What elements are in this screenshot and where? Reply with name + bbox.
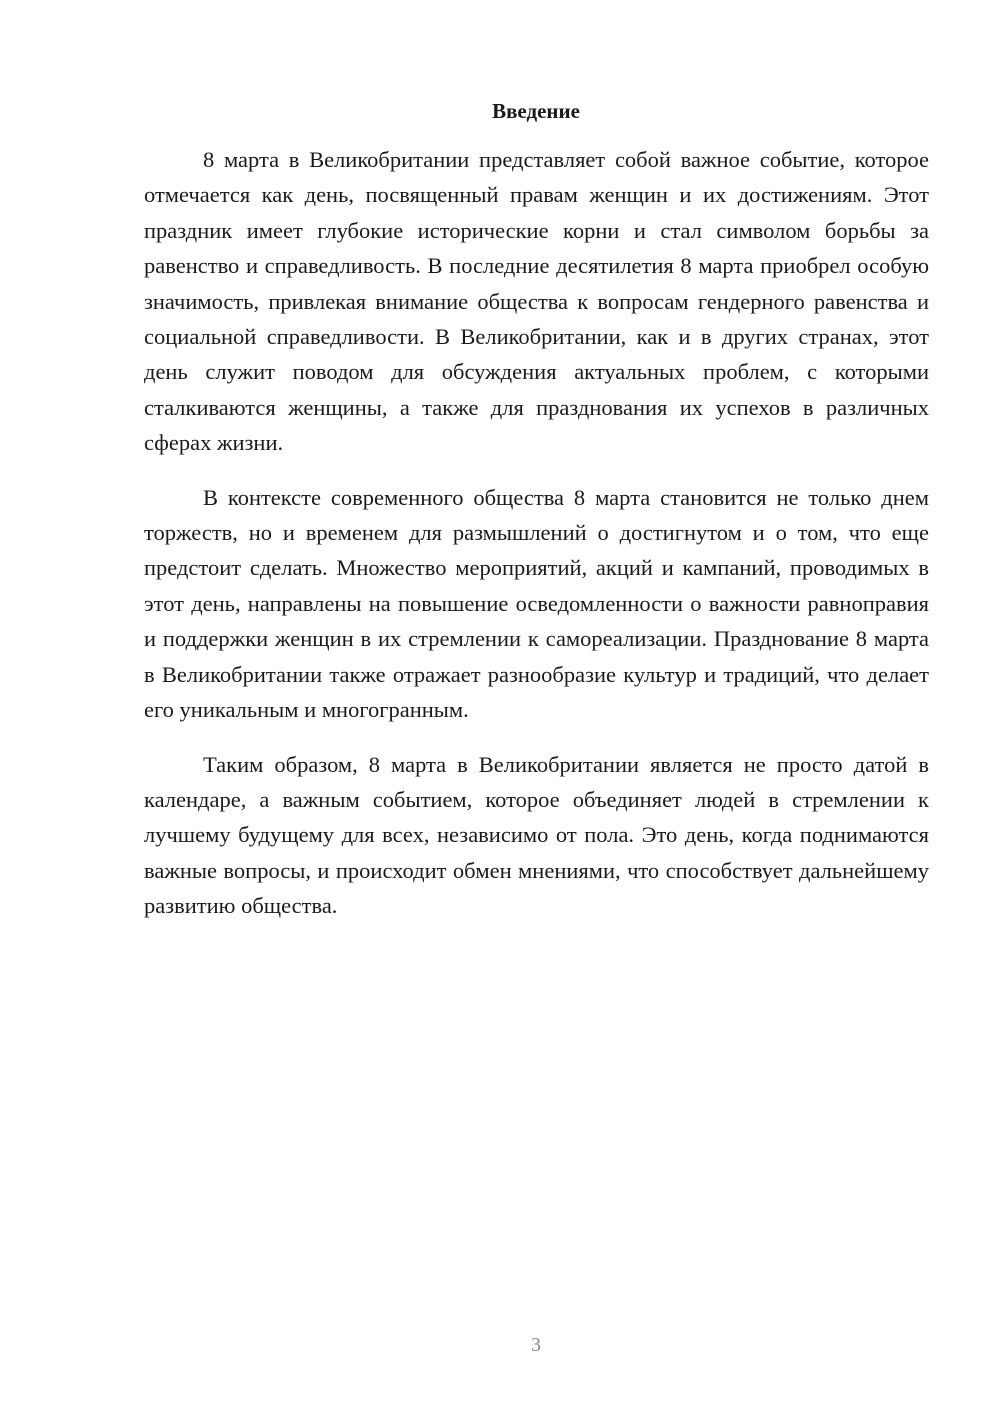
paragraph-2: В контексте современного общества 8 марта становится не только днем торжеств, но и временем для размышлений о достигнутом и о том, что еще предстоит сделать. Множество мероприятий, акций и кампаний, проводимых в этот день, направлены на повышение осведомленности о важности равноправия и поддержки женщин в их стремлении к самореализации. Празднование 8 марта в Великобритании также отражает разнообразие культур и традиций, что делает его уникальным и многогранным. bbox=[144, 484, 929, 723]
paragraph-1: 8 марта в Великобритании представляет собой важное событие, которое отмечается как день, посвященный правам женщин и их достижениям. Этот праздник имеет глубокие исторические корни и стал символом борьбы за равенство и справедливость. В последние десятилетия 8 марта приобрел особую значимость, привлекая внимание общества к вопросам гендерного равенства и социальной справедливости. В Великобритании, как и в других странах, этот день служит поводом для обсуждения актуальных проблем, с которыми сталкиваются женщины, а также для празднования их успехов в различных сферах жизни. bbox=[144, 147, 929, 456]
section-heading: Введение bbox=[492, 99, 580, 123]
paragraph-3: Таким образом, 8 марта в Великобритании является не просто датой в календаре, а важным событием, которое объединяет людей в стремлении к лучшему будущему для всех, независимо от пола. Это день, когда поднимаются важные вопросы, и происходит обмен мнениями, что способствует дальнейшему развитию общества. bbox=[144, 751, 929, 919]
page-number: 3 bbox=[531, 1334, 541, 1356]
body-text bbox=[144, 142, 929, 943]
